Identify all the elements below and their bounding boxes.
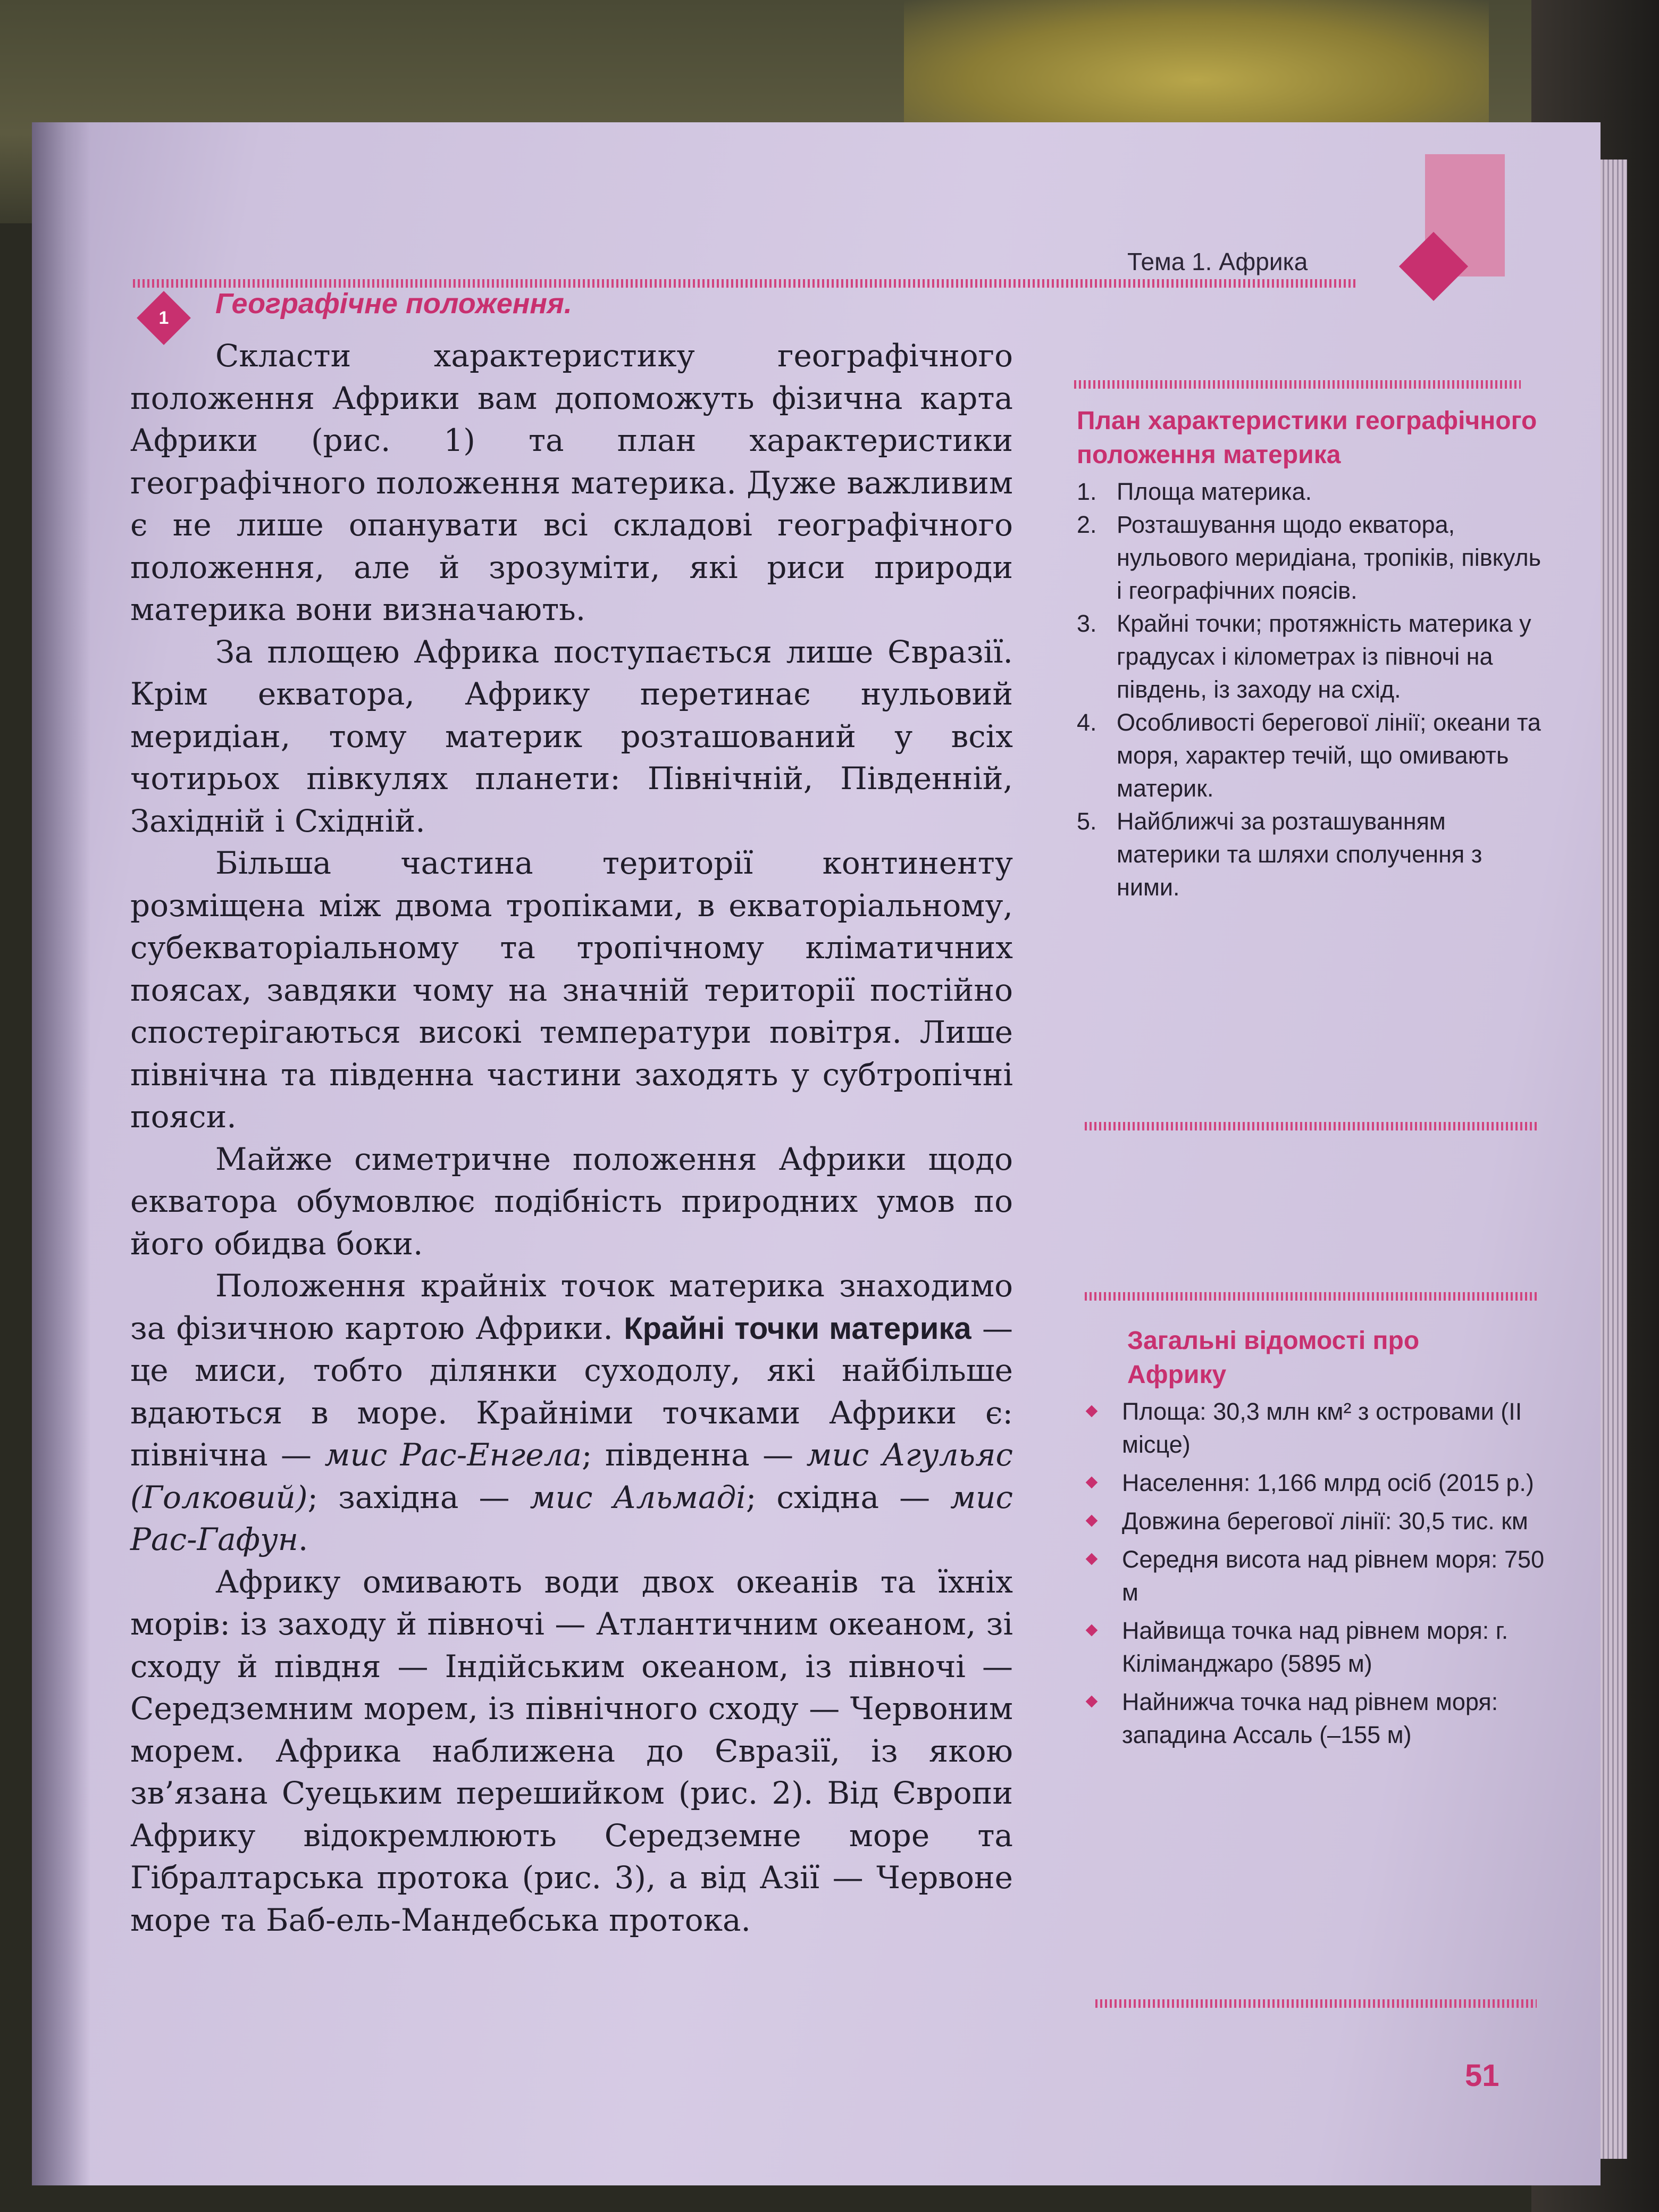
paragraph: За площею Африка поступається лише Євразії. Крім екватора, Африку перетинає нульовий меридіан, тому материк розташований у всіх чотирьох півкулях планети: Північній, Південній, Західній і Східній.	[130, 633, 1013, 839]
list-item: 1. Площа материка.	[1077, 478, 1312, 505]
paragraph: Африку омивають води двох океанів та їхніх морів: із заходу й півночі — Атлантичним океаном, зі сходу й півдня — Індійським океаном, із півночі — Середземним морем, із північного сходу — Червоним морем. Африка наближена до Євразії, із якою зв’язана Суецьким перешийком (рис. 2). Від Європи Африку відокремлюють Середземне море та Гібралтарська протока (рис. 3), а від Азії — Червоне море та Баб-ель-Мандебська протока.	[130, 1563, 1013, 1938]
list-item: Середня висота над рівнем моря: 750 м	[1063, 1543, 1547, 1609]
plan-list	[1071, 475, 1550, 904]
paragraph-extreme-points: Положення крайніх точок материка знаходимо за фізичною картою Африки. Крайні точки материка — це миси, тобто ділянки суходолу, які найбільше вдаються в море. Крайніми точками Африки є: північна — мис Рас-Енгела; південна — мис Агульяс (Голковий); західна — мис Альмаді; східна — мис Рас-Гафун.	[130, 1268, 1013, 1557]
section-number: 1	[158, 308, 169, 328]
diamond-bullet-icon	[1086, 1624, 1098, 1637]
diamond-bullet-icon	[1086, 1696, 1098, 1708]
list-item: 3. Крайні точки; протяжність материка у градусах і кілометрах із півночі на південь, із заходу на схід.	[1077, 610, 1531, 703]
cape-name: мис Рас-Енгела	[324, 1437, 582, 1473]
main-text-column	[130, 335, 1013, 1941]
paragraph: Більша частина території континенту розміщена між двома тропіками, в екваторіальному, субекваторіальному та тропічному кліматичних поясах, завдяки чому на значній території постійно спостерігаються високі температури повітря. Лише північна та південна частини заходять у субтропічні пояси.	[130, 845, 1013, 1135]
list-item: Найнижча точка над рівнем моря: западина Ассаль (–155 м)	[1063, 1686, 1547, 1752]
list-item: Найвища точка над рівнем моря: г. Кіліманджаро (5895 м)	[1063, 1614, 1547, 1680]
plan-box-top-rule	[1074, 380, 1521, 389]
book-spine-shadow	[32, 122, 90, 2185]
section-title: Географічне положення.	[215, 288, 572, 320]
key-term: Крайні точки материка	[624, 1311, 971, 1346]
list-item: 2. Розташування щодо екватора, нульового меридіана, тропіків, півкуль і географічних поясів.	[1077, 511, 1541, 604]
paragraph: Скласти характеристику географічного положення Африки вам допоможуть фізична карта Африки (рис. 1) та план характеристики географічного положення материка. Дуже важливим є не лише опанувати всі складові географічного положення, але й зрозуміти, які риси природи материка вони визначають.	[130, 338, 1013, 627]
cape-name: мис Альмаді	[530, 1479, 746, 1515]
facts-list	[1063, 1395, 1547, 1752]
plan-box-title: План характеристики географічного положення материка	[1077, 407, 1537, 469]
theme-header: Тема 1. Африка	[1127, 248, 1308, 275]
facts-box-top-rule	[1085, 1292, 1537, 1301]
paragraph: Майже симетричне положення Африки щодо екватора обумовлює подібність природних умов по його обидва боки.	[130, 1141, 1013, 1262]
header-dotted-rule	[133, 279, 1356, 288]
facts-box	[1122, 1324, 1547, 1757]
diamond-bullet-icon	[1086, 1405, 1098, 1418]
facts-box-title: Загальні відомості про Африку	[1127, 1327, 1420, 1389]
list-item: 4. Особливості берегової лінії; океани та моря, характер течій, що омивають материк.	[1077, 709, 1541, 802]
cape-name: мис Агульяс (Голковий)	[130, 1437, 1013, 1515]
list-item: Площа: 30,3 млн км² з островами (ІІ місце)	[1063, 1395, 1547, 1461]
page-number: 51	[1465, 2058, 1499, 2093]
diamond-bullet-icon	[1086, 1477, 1098, 1489]
cape-name: мис Рас-Гафун	[130, 1479, 1013, 1557]
list-item: 5. Найближчі за розташуванням материки та шляхи сполучення з ними.	[1077, 808, 1482, 901]
list-item: Населення: 1,166 млрд осіб (2015 р.)	[1063, 1467, 1547, 1499]
plan-box-bottom-rule	[1085, 1122, 1537, 1130]
diamond-bullet-icon	[1086, 1553, 1098, 1565]
plan-box	[1071, 404, 1550, 904]
facts-box-bottom-rule	[1095, 1999, 1537, 2008]
list-item: Довжина берегової лінії: 30,5 тис. км	[1063, 1505, 1547, 1538]
diamond-bullet-icon	[1086, 1515, 1098, 1527]
